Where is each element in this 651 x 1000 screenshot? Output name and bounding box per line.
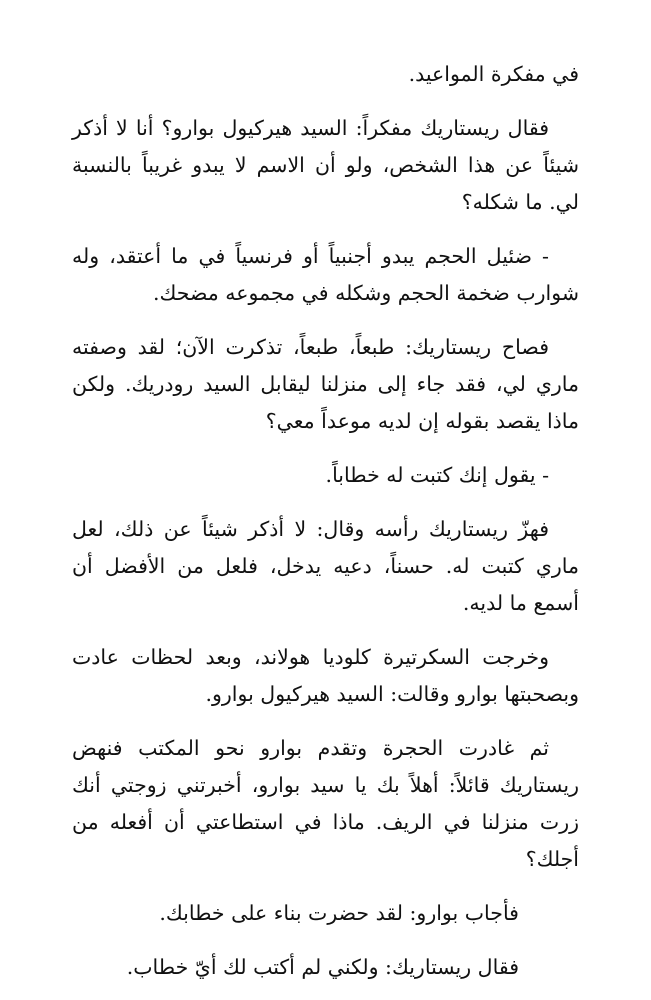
paragraph-2: فقال ريستاريك مفكراً: السيد هيركيول بوارو؟ أنا لا أذكر شيئاً عن هذا الشخص، ولو أن الاسم لا يبدو غريباً بالنسبة لي. ما شكله؟ <box>72 116 579 214</box>
paragraph-8: ثم غادرت الحجرة وتقدم بوارو نحو المكتب فنهض ريستاريك قائلاً: أهلاً بك يا سيد بوارو، أخبرتني زوجتي أنك زرت منزلنا في الريف. ماذا في استطاعتي أن أفعله من أجلك؟ <box>72 736 579 871</box>
paragraph-7: وخرجت السكرتيرة كلوديا هولاند، وبعد لحظات عادت وبصحبتها بوارو وقالت: السيد هيركيول بوارو. <box>72 645 579 706</box>
paragraph-10: فقال ريستاريك: ولكني لم أكتب لك أيّ خطاب. <box>126 955 519 979</box>
paragraph-4: فصاح ريستاريك: طبعاً، طبعاً، تذكرت الآن؛ لقد وصفته ماري لي، فقد جاء إلى منزلنا ليقابل السيد رودريك. ولكن ماذا يقصد بقوله إن لديه موعداً معي؟ <box>72 335 579 433</box>
paragraph-6: فهزّ ريستاريك رأسه وقال: لا أذكر شيئاً عن ذلك، لعل ماري كتبت له. حسناً، دعيه يدخل، فلعل من الأفضل أن أسمع ما لديه. <box>72 517 579 615</box>
paragraph-5: - يقول إنك كتبت له خطاباً. <box>325 463 549 487</box>
paragraph-9: فأجاب بوارو: لقد حضرت بناء على خطابك. <box>159 901 519 925</box>
paragraph-3: - ضئيل الحجم يبدو أجنبياً أو فرنسياً في ما أعتقد، وله شوارب ضخمة الحجم وشكله في مجموعه مضحك. <box>72 244 579 305</box>
paragraph-1: في مفكرة المواعيد. <box>408 62 579 86</box>
